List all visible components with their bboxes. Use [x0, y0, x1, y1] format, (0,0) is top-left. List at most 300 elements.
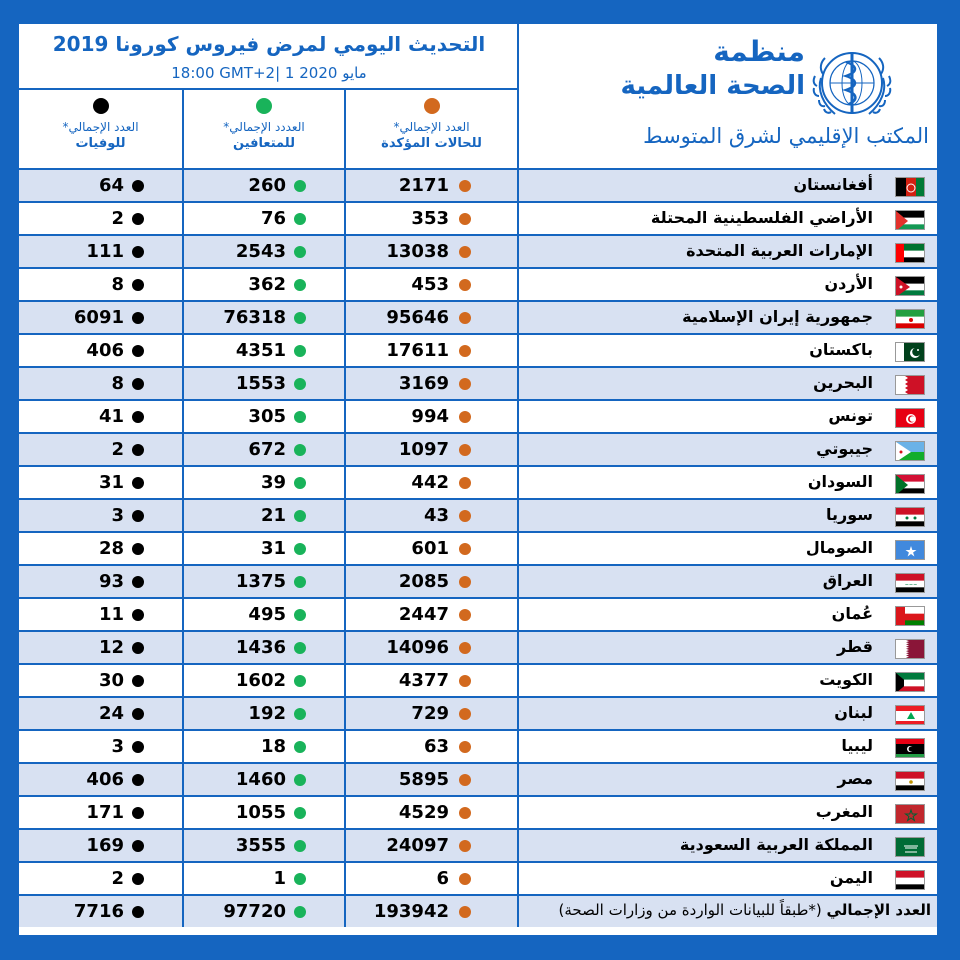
recovered-value: 1602	[235, 670, 286, 691]
country-cell	[519, 698, 879, 729]
country-cell	[519, 731, 879, 762]
deaths-cell	[19, 500, 184, 531]
deaths-dot-icon	[132, 180, 144, 192]
confirmed-cell	[346, 467, 519, 498]
recovered-value: 31	[260, 538, 286, 559]
deaths-cell	[19, 434, 184, 465]
confirmed-value: 17611	[386, 340, 449, 361]
syria-flag-icon	[895, 507, 925, 527]
recovered-cell	[184, 434, 346, 465]
svg-text:~~~: ~~~	[904, 582, 918, 589]
total-confirmed-value: 193942	[373, 901, 449, 922]
deaths-dot-icon	[132, 312, 144, 324]
deaths-value: 31	[98, 472, 124, 493]
deaths-dot-icon	[132, 774, 144, 786]
confirmed-cell	[346, 368, 519, 399]
deaths-value: 406	[86, 769, 124, 790]
confirmed-dot-icon	[459, 477, 471, 489]
flag-cell	[879, 599, 937, 630]
recovered-cell	[184, 170, 346, 201]
recovered-value: 21	[260, 505, 286, 526]
confirmed-value: 43	[423, 505, 449, 526]
deaths-cell	[19, 764, 184, 795]
deaths-dot-icon	[132, 510, 144, 522]
recovered-value: 76	[260, 208, 286, 229]
deaths-dot-icon	[132, 411, 144, 423]
recovered-header-line2: للمتعافين	[233, 136, 295, 151]
country-name: المغرب	[815, 802, 873, 821]
country-name: الأردن	[824, 274, 873, 293]
confirmed-dot-icon	[459, 213, 471, 225]
column-header-deaths	[19, 90, 184, 168]
recovered-dot-icon	[294, 246, 306, 258]
header	[19, 24, 937, 168]
table-row	[19, 333, 937, 366]
confirmed-dot-icon	[459, 279, 471, 291]
kuwait-flag-icon	[895, 672, 925, 692]
recovered-cell	[184, 830, 346, 861]
deaths-dot-icon	[132, 642, 144, 654]
deaths-value: 8	[111, 373, 124, 394]
recovered-cell	[184, 302, 346, 333]
table-row	[19, 366, 937, 399]
deaths-value: 2	[111, 439, 124, 460]
recovered-dot-icon	[294, 774, 306, 786]
afghanistan-flag-icon	[895, 177, 925, 197]
deaths-value: 406	[86, 340, 124, 361]
country-cell	[519, 599, 879, 630]
deaths-cell	[19, 368, 184, 399]
recovered-value: 672	[248, 439, 286, 460]
deaths-cell	[19, 599, 184, 630]
total-confirmed-dot-icon	[459, 906, 471, 918]
country-cell	[519, 797, 879, 828]
confirmed-dot-icon	[459, 345, 471, 357]
deaths-dot-icon	[132, 213, 144, 225]
recovered-dot-icon	[294, 213, 306, 225]
table-row	[19, 795, 937, 828]
somalia-flag-icon	[895, 540, 925, 560]
deaths-cell	[19, 731, 184, 762]
deaths-value: 111	[86, 241, 124, 262]
recovered-cell	[184, 335, 346, 366]
table-row	[19, 630, 937, 663]
logo-area	[519, 24, 937, 168]
confirmed-cell	[346, 632, 519, 663]
flag-cell	[879, 302, 937, 333]
recovered-value: 2543	[235, 241, 286, 262]
table-row	[19, 597, 937, 630]
recovered-cell	[184, 665, 346, 696]
uae-flag-icon	[895, 243, 925, 263]
recovered-value: 1553	[235, 373, 286, 394]
confirmed-value: 1097	[398, 439, 449, 460]
title-area	[19, 24, 519, 90]
confirmed-value: 24097	[386, 835, 449, 856]
deaths-value: 24	[98, 703, 124, 724]
recovered-value: 1055	[235, 802, 286, 823]
egypt-flag-icon	[895, 771, 925, 791]
total-note: (*طبقاً للبيانات الواردة من وزارات الصحة)	[558, 901, 822, 919]
country-cell	[519, 467, 879, 498]
recovered-value: 39	[260, 472, 286, 493]
flag-cell	[879, 764, 937, 795]
confirmed-cell	[346, 170, 519, 201]
recovered-value: 76318	[223, 307, 286, 328]
infographic-frame	[19, 24, 937, 935]
table-row	[19, 696, 937, 729]
column-header-confirmed	[346, 90, 519, 168]
deaths-cell	[19, 467, 184, 498]
country-cell	[519, 632, 879, 663]
confirmed-value: 729	[411, 703, 449, 724]
country-name: الصومال	[805, 538, 873, 557]
pakistan-flag-icon	[895, 342, 925, 362]
recovered-value: 362	[248, 274, 286, 295]
total-row	[19, 894, 937, 927]
country-name: الكويت	[819, 670, 873, 689]
confirmed-cell	[346, 236, 519, 267]
deaths-value: 6091	[73, 307, 124, 328]
oman-flag-icon	[895, 606, 925, 626]
deaths-dot-icon	[132, 807, 144, 819]
recovered-dot-icon	[294, 477, 306, 489]
recovered-cell	[184, 269, 346, 300]
deaths-value: 93	[98, 571, 124, 592]
deaths-value: 11	[98, 604, 124, 625]
table-row	[19, 465, 937, 498]
country-name: أفغانستان	[793, 175, 873, 194]
country-name: قطر	[836, 637, 873, 656]
recovered-value: 1375	[235, 571, 286, 592]
deaths-dot-icon	[132, 543, 144, 555]
recovered-value: 495	[248, 604, 286, 625]
palestine-flag-icon	[895, 210, 925, 230]
country-name: البحرين	[813, 373, 873, 392]
djibouti-flag-icon	[895, 441, 925, 461]
yemen-flag-icon	[895, 870, 925, 890]
confirmed-cell	[346, 863, 519, 894]
deaths-value: 8	[111, 274, 124, 295]
deaths-cell	[19, 269, 184, 300]
country-cell	[519, 203, 879, 234]
confirmed-dot-icon	[459, 312, 471, 324]
flag-cell	[879, 632, 937, 663]
recovered-dot-icon	[294, 411, 306, 423]
recovered-dot-icon	[294, 279, 306, 291]
confirmed-cell	[346, 665, 519, 696]
table-row	[19, 861, 937, 894]
confirmed-cell	[346, 500, 519, 531]
confirmed-dot-icon	[459, 510, 471, 522]
saudi-flag-icon	[895, 837, 925, 857]
recovered-dot-icon	[294, 708, 306, 720]
confirmed-dot-icon	[459, 741, 471, 753]
recovered-dot-icon	[294, 675, 306, 687]
confirmed-cell	[346, 401, 519, 432]
confirmed-value: 2085	[398, 571, 449, 592]
confirmed-dot-icon	[459, 642, 471, 654]
confirmed-cell	[346, 533, 519, 564]
confirmed-dot-icon	[424, 98, 440, 114]
deaths-header-line2: للوفيات	[75, 136, 126, 151]
recovered-cell	[184, 203, 346, 234]
recovered-dot-icon	[294, 180, 306, 192]
confirmed-cell	[346, 335, 519, 366]
total-label-cell	[519, 896, 937, 927]
confirmed-dot-icon	[459, 609, 471, 621]
jordan-flag-icon	[895, 276, 925, 296]
iraq-flag-icon	[895, 573, 925, 593]
deaths-cell	[19, 797, 184, 828]
table-row	[19, 762, 937, 795]
recovered-value: 1460	[235, 769, 286, 790]
org-name-line2: الصحة العالمية	[620, 71, 805, 101]
confirmed-value: 994	[411, 406, 449, 427]
deaths-dot-icon	[132, 576, 144, 588]
deaths-cell	[19, 335, 184, 366]
confirmed-cell	[346, 203, 519, 234]
flag-cell	[879, 401, 937, 432]
libya-flag-icon	[895, 738, 925, 758]
flag-cell	[879, 500, 937, 531]
confirmed-value: 63	[423, 736, 449, 757]
recovered-dot-icon	[294, 378, 306, 390]
country-name: مصر	[837, 769, 873, 788]
recovered-cell	[184, 764, 346, 795]
recovered-dot-icon	[294, 510, 306, 522]
lebanon-flag-icon	[895, 705, 925, 725]
sudan-flag-icon	[895, 474, 925, 494]
confirmed-dot-icon	[459, 180, 471, 192]
update-time: 18:00 GMT+2| 1 مايو 2020	[171, 64, 367, 82]
flag-cell	[879, 434, 937, 465]
recovered-dot-icon	[294, 543, 306, 555]
flag-cell	[879, 368, 937, 399]
recovered-cell	[184, 797, 346, 828]
confirmed-cell	[346, 698, 519, 729]
flag-cell	[879, 698, 937, 729]
confirmed-value: 5895	[398, 769, 449, 790]
deaths-cell	[19, 863, 184, 894]
country-name: عُمان	[831, 604, 873, 623]
confirmed-dot-icon	[459, 873, 471, 885]
recovered-value: 4351	[235, 340, 286, 361]
recovered-cell	[184, 632, 346, 663]
confirmed-cell	[346, 764, 519, 795]
country-cell	[519, 368, 879, 399]
column-header-recovered	[184, 90, 346, 168]
table-row	[19, 663, 937, 696]
confirmed-value: 601	[411, 538, 449, 559]
country-name: ليبيا	[841, 736, 873, 755]
deaths-dot-icon	[132, 708, 144, 720]
deaths-dot-icon	[132, 246, 144, 258]
country-cell	[519, 269, 879, 300]
confirmed-dot-icon	[459, 576, 471, 588]
table-row	[19, 498, 937, 531]
confirmed-value: 14096	[386, 637, 449, 658]
bahrain-flag-icon	[895, 375, 925, 395]
confirmed-value: 4529	[398, 802, 449, 823]
flag-cell	[879, 467, 937, 498]
country-cell	[519, 335, 879, 366]
country-name: لبنان	[834, 703, 873, 722]
deaths-dot-icon	[132, 873, 144, 885]
deaths-value: 64	[98, 175, 124, 196]
deaths-value: 171	[86, 802, 124, 823]
deaths-cell	[19, 302, 184, 333]
recovered-cell	[184, 731, 346, 762]
confirmed-dot-icon	[459, 774, 471, 786]
country-cell	[519, 830, 879, 861]
total-label-text	[521, 901, 931, 919]
confirmed-dot-icon	[459, 378, 471, 390]
table-row	[19, 168, 937, 201]
deaths-value: 28	[98, 538, 124, 559]
confirmed-dot-icon	[459, 708, 471, 720]
deaths-cell	[19, 632, 184, 663]
flag-cell	[879, 797, 937, 828]
country-name: جمهورية إيران الإسلامية	[682, 307, 873, 326]
table-row	[19, 300, 937, 333]
deaths-dot-icon	[132, 609, 144, 621]
deaths-cell	[19, 203, 184, 234]
country-cell	[519, 500, 879, 531]
country-name: الأراضي الفلسطينية المحتلة	[650, 208, 873, 227]
recovered-cell	[184, 533, 346, 564]
flag-cell	[879, 335, 937, 366]
confirmed-cell	[346, 599, 519, 630]
country-cell	[519, 665, 879, 696]
flag-cell	[879, 731, 937, 762]
confirmed-cell	[346, 434, 519, 465]
deaths-value: 30	[98, 670, 124, 691]
deaths-cell	[19, 170, 184, 201]
country-cell	[519, 434, 879, 465]
deaths-dot-icon	[132, 279, 144, 291]
total-deaths-cell	[19, 896, 184, 927]
table-row	[19, 729, 937, 762]
deaths-cell	[19, 401, 184, 432]
deaths-dot-icon	[132, 477, 144, 489]
total-recovered-dot-icon	[294, 906, 306, 918]
country-cell	[519, 566, 879, 597]
recovered-cell	[184, 863, 346, 894]
confirmed-header-line1: العدد الإجمالي*	[393, 120, 470, 134]
recovered-value: 3555	[235, 835, 286, 856]
total-deaths-dot-icon	[132, 906, 144, 918]
confirmed-value: 442	[411, 472, 449, 493]
deaths-dot-icon	[132, 675, 144, 687]
recovered-dot-icon	[294, 840, 306, 852]
country-name: اليمن	[829, 868, 873, 887]
country-name: الإمارات العربية المتحدة	[686, 241, 873, 260]
deaths-cell	[19, 566, 184, 597]
flag-cell	[879, 830, 937, 861]
confirmed-value: 13038	[386, 241, 449, 262]
country-name: المملكة العربية السعودية	[679, 835, 873, 854]
recovered-cell	[184, 698, 346, 729]
deaths-dot-icon	[132, 444, 144, 456]
morocco-flag-icon	[895, 804, 925, 824]
country-name: تونس	[828, 406, 873, 425]
country-name: باكستان	[809, 340, 873, 359]
deaths-dot-icon	[132, 741, 144, 753]
who-emblem-icon	[807, 38, 897, 128]
recovered-dot-icon	[294, 312, 306, 324]
recovered-dot-icon	[294, 807, 306, 819]
confirmed-value: 2447	[398, 604, 449, 625]
deaths-dot-icon	[132, 840, 144, 852]
org-name-line1: منظمة	[713, 35, 805, 68]
deaths-header-line1: العدد الإجمالي*	[62, 120, 139, 134]
country-name: العراق	[822, 571, 873, 590]
recovered-dot-icon	[294, 873, 306, 885]
total-deaths-value: 7716	[73, 901, 124, 922]
confirmed-value: 3169	[398, 373, 449, 394]
recovered-cell	[184, 368, 346, 399]
table-row	[19, 201, 937, 234]
confirmed-cell	[346, 269, 519, 300]
recovered-cell	[184, 566, 346, 597]
flag-cell	[879, 269, 937, 300]
recovered-cell	[184, 467, 346, 498]
confirmed-cell	[346, 731, 519, 762]
page-title: التحديث اليومي لمرض فيروس كورونا 2019	[52, 32, 486, 56]
qatar-flag-icon	[895, 639, 925, 659]
confirmed-header-line2: للحالات المؤكدة	[381, 136, 482, 151]
flag-cell	[879, 533, 937, 564]
confirmed-dot-icon	[459, 411, 471, 423]
confirmed-cell	[346, 302, 519, 333]
country-cell	[519, 863, 879, 894]
confirmed-value: 95646	[386, 307, 449, 328]
recovered-cell	[184, 401, 346, 432]
confirmed-dot-icon	[459, 543, 471, 555]
country-name: جيبوتي	[816, 439, 873, 458]
recovered-dot-icon	[294, 576, 306, 588]
recovered-value: 305	[248, 406, 286, 427]
table-row	[19, 828, 937, 861]
recovered-value: 1	[273, 868, 286, 889]
country-cell	[519, 401, 879, 432]
total-recovered-value: 97720	[223, 901, 286, 922]
flag-cell	[879, 863, 937, 894]
recovered-value: 192	[248, 703, 286, 724]
table-row	[19, 432, 937, 465]
confirmed-value: 6	[436, 868, 449, 889]
deaths-dot-icon	[132, 378, 144, 390]
table-row	[19, 564, 937, 597]
table-row	[19, 531, 937, 564]
recovered-cell	[184, 599, 346, 630]
country-cell	[519, 533, 879, 564]
country-cell	[519, 170, 879, 201]
deaths-value: 3	[111, 736, 124, 757]
deaths-value: 2	[111, 868, 124, 889]
confirmed-dot-icon	[459, 246, 471, 258]
flag-cell	[879, 236, 937, 267]
deaths-cell	[19, 665, 184, 696]
total-confirmed-cell	[346, 896, 519, 927]
deaths-cell	[19, 533, 184, 564]
confirmed-cell	[346, 797, 519, 828]
deaths-value: 169	[86, 835, 124, 856]
confirmed-value: 2171	[398, 175, 449, 196]
table-row	[19, 399, 937, 432]
recovered-value: 260	[248, 175, 286, 196]
